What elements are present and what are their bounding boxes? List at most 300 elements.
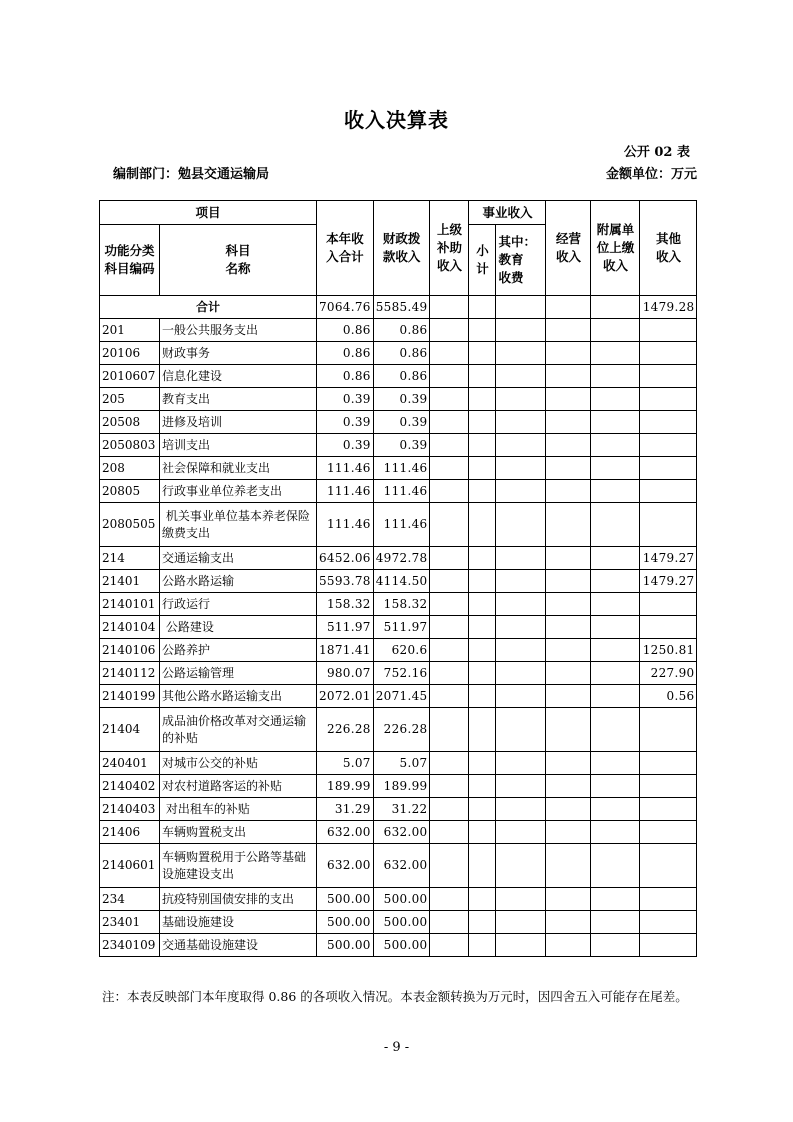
header-edu-fee: 其中： 教育 收费 (496, 225, 546, 296)
row-superior (430, 570, 469, 593)
row-code: 2140402 (100, 775, 160, 798)
row-name: 其他公路水路运输支出 (160, 685, 317, 708)
row-total-income: 5593.78 (317, 570, 374, 593)
row-operating (546, 821, 591, 844)
row-total-income: 0.39 (317, 434, 374, 457)
income-table (99, 200, 697, 957)
row-edu-fee (496, 570, 546, 593)
row-subtotal (469, 434, 496, 457)
row-fiscal: 0.39 (373, 388, 430, 411)
row-superior (430, 798, 469, 821)
row-affiliated (591, 798, 640, 821)
table-row (100, 844, 697, 888)
row-operating (546, 503, 591, 547)
row-affiliated (591, 365, 640, 388)
row-operating (546, 639, 591, 662)
row-total-income: 1871.41 (317, 639, 374, 662)
page-title: 收入决算表 (344, 108, 449, 132)
row-code: 201 (100, 319, 160, 342)
row-edu-fee (496, 365, 546, 388)
table-row (100, 503, 697, 547)
row-edu-fee (496, 593, 546, 616)
row-total-income: 0.86 (317, 342, 374, 365)
row-subtotal (469, 480, 496, 503)
row-other (640, 752, 697, 775)
row-fiscal: 632.00 (373, 821, 430, 844)
row-other (640, 616, 697, 639)
row-name: 公路建设 (160, 616, 317, 639)
row-other (640, 365, 697, 388)
row-edu-fee (496, 934, 546, 957)
row-affiliated (591, 821, 640, 844)
row-name: 社会保障和就业支出 (160, 457, 317, 480)
total-income-sum: 7064.76 (317, 296, 374, 319)
row-total-income: 0.86 (317, 319, 374, 342)
table-row (100, 752, 697, 775)
row-total-income: 0.39 (317, 411, 374, 434)
row-name: 培训支出 (160, 434, 317, 457)
row-other (640, 319, 697, 342)
table-row (100, 342, 697, 365)
row-other (640, 388, 697, 411)
row-affiliated (591, 752, 640, 775)
row-code: 2340109 (100, 934, 160, 957)
row-operating (546, 888, 591, 911)
row-other (640, 342, 697, 365)
row-code: 23401 (100, 911, 160, 934)
row-fiscal: 0.39 (373, 411, 430, 434)
row-superior (430, 911, 469, 934)
row-code: 2140601 (100, 844, 160, 888)
row-superior (430, 480, 469, 503)
row-subtotal (469, 798, 496, 821)
row-other (640, 411, 697, 434)
row-superior (430, 934, 469, 957)
row-superior (430, 821, 469, 844)
table-row (100, 639, 697, 662)
row-affiliated (591, 934, 640, 957)
table-row (100, 775, 697, 798)
row-name: 交通基础设施建设 (160, 934, 317, 957)
row-fiscal: 500.00 (373, 888, 430, 911)
row-code: 240401 (100, 752, 160, 775)
row-subtotal (469, 639, 496, 662)
row-subtotal (469, 593, 496, 616)
row-affiliated (591, 342, 640, 365)
row-fiscal: 500.00 (373, 934, 430, 957)
row-other: 1479.27 (640, 547, 697, 570)
row-operating (546, 365, 591, 388)
row-operating (546, 547, 591, 570)
row-edu-fee (496, 798, 546, 821)
row-other (640, 911, 697, 934)
row-other: 227.90 (640, 662, 697, 685)
row-subtotal (469, 934, 496, 957)
total-row (100, 296, 697, 319)
row-affiliated (591, 503, 640, 547)
row-name: 公路运输管理 (160, 662, 317, 685)
table-row (100, 616, 697, 639)
row-fiscal: 4114.50 (373, 570, 430, 593)
row-superior (430, 888, 469, 911)
total-label: 合计 (100, 296, 317, 319)
row-name: 教育支出 (160, 388, 317, 411)
row-superior (430, 752, 469, 775)
row-name: 进修及培训 (160, 411, 317, 434)
row-other (640, 503, 697, 547)
row-total-income: 500.00 (317, 934, 374, 957)
row-affiliated (591, 434, 640, 457)
row-name: 对城市公交的补贴 (160, 752, 317, 775)
row-total-income: 0.86 (317, 365, 374, 388)
row-other (640, 708, 697, 752)
row-superior (430, 708, 469, 752)
row-subtotal (469, 342, 496, 365)
row-superior (430, 342, 469, 365)
row-name: 成品油价格改革对交通运输的补贴 (160, 708, 317, 752)
row-fiscal: 0.86 (373, 319, 430, 342)
row-fiscal: 31.22 (373, 798, 430, 821)
row-superior (430, 844, 469, 888)
row-operating (546, 934, 591, 957)
row-code: 2140112 (100, 662, 160, 685)
row-code: 20508 (100, 411, 160, 434)
row-other: 1250.81 (640, 639, 697, 662)
row-affiliated (591, 457, 640, 480)
row-total-income: 111.46 (317, 503, 374, 547)
row-affiliated (591, 685, 640, 708)
row-operating (546, 319, 591, 342)
row-code: 21404 (100, 708, 160, 752)
row-total-income: 31.29 (317, 798, 374, 821)
row-other (640, 798, 697, 821)
row-code: 2010607 (100, 365, 160, 388)
table-row (100, 570, 697, 593)
table-row (100, 480, 697, 503)
row-fiscal: 500.00 (373, 911, 430, 934)
row-superior (430, 319, 469, 342)
row-edu-fee (496, 639, 546, 662)
row-other (640, 775, 697, 798)
row-code: 2140104 (100, 616, 160, 639)
row-superior (430, 547, 469, 570)
row-code: 205 (100, 388, 160, 411)
row-affiliated (591, 911, 640, 934)
table-row (100, 798, 697, 821)
row-subtotal (469, 821, 496, 844)
header-total-income: 本年收 入合计 (317, 201, 374, 296)
row-name: 信息化建设 (160, 365, 317, 388)
row-superior (430, 388, 469, 411)
row-code: 2050803 (100, 434, 160, 457)
row-edu-fee (496, 708, 546, 752)
table-body (100, 296, 697, 957)
header-func-code: 功能分类 科目编码 (100, 225, 160, 296)
row-affiliated (591, 844, 640, 888)
row-subtotal (469, 844, 496, 888)
row-edu-fee (496, 503, 546, 547)
row-code: 208 (100, 457, 160, 480)
row-code: 21406 (100, 821, 160, 844)
row-subtotal (469, 547, 496, 570)
row-subtotal (469, 775, 496, 798)
row-subtotal (469, 388, 496, 411)
row-fiscal: 0.86 (373, 342, 430, 365)
row-code: 2140403 (100, 798, 160, 821)
row-subtotal (469, 911, 496, 934)
row-name: 车辆购置税用于公路等基础设施建设支出 (160, 844, 317, 888)
row-fiscal: 111.46 (373, 457, 430, 480)
row-fiscal: 752.16 (373, 662, 430, 685)
row-code: 234 (100, 888, 160, 911)
table-row (100, 365, 697, 388)
row-edu-fee (496, 480, 546, 503)
row-operating (546, 775, 591, 798)
row-name: 公路水路运输 (160, 570, 317, 593)
amount-unit: 金额单位：万元 (605, 167, 697, 182)
row-code: 2140106 (100, 639, 160, 662)
row-total-income: 2072.01 (317, 685, 374, 708)
row-other: 1479.27 (640, 570, 697, 593)
row-operating (546, 662, 591, 685)
table-row (100, 708, 697, 752)
row-fiscal: 620.6 (373, 639, 430, 662)
row-affiliated (591, 888, 640, 911)
row-fiscal: 0.39 (373, 434, 430, 457)
row-operating (546, 752, 591, 775)
row-total-income: 111.46 (317, 480, 374, 503)
row-subtotal (469, 685, 496, 708)
row-edu-fee (496, 434, 546, 457)
row-edu-fee (496, 411, 546, 434)
table-row (100, 434, 697, 457)
row-total-income: 500.00 (317, 911, 374, 934)
row-affiliated (591, 708, 640, 752)
row-other (640, 934, 697, 957)
row-fiscal: 632.00 (373, 844, 430, 888)
header-item: 项目 (100, 201, 317, 225)
row-affiliated (591, 570, 640, 593)
header-affiliated: 附属单 位上缴 收入 (591, 201, 640, 296)
header-subject-name: 科目 名称 (160, 225, 317, 296)
row-edu-fee (496, 844, 546, 888)
row-superior (430, 365, 469, 388)
row-total-income: 500.00 (317, 888, 374, 911)
row-superior (430, 639, 469, 662)
row-operating (546, 457, 591, 480)
row-operating (546, 844, 591, 888)
row-other (640, 434, 697, 457)
row-superior (430, 411, 469, 434)
row-edu-fee (496, 342, 546, 365)
row-other (640, 888, 697, 911)
row-fiscal: 111.46 (373, 480, 430, 503)
row-total-income: 6452.06 (317, 547, 374, 570)
row-subtotal (469, 457, 496, 480)
row-other (640, 844, 697, 888)
row-code: 20106 (100, 342, 160, 365)
row-superior (430, 662, 469, 685)
header-subtotal: 小 计 (469, 225, 496, 296)
row-operating (546, 388, 591, 411)
header-other: 其他 收入 (640, 201, 697, 296)
table-row (100, 388, 697, 411)
row-fiscal: 226.28 (373, 708, 430, 752)
row-fiscal: 158.32 (373, 593, 430, 616)
row-total-income: 5.07 (317, 752, 374, 775)
row-operating (546, 911, 591, 934)
row-edu-fee (496, 662, 546, 685)
table-row (100, 662, 697, 685)
header-operating: 经营 收入 (546, 201, 591, 296)
table-row (100, 888, 697, 911)
total-other-sum: 1479.28 (640, 296, 697, 319)
row-affiliated (591, 411, 640, 434)
row-subtotal (469, 662, 496, 685)
row-other (640, 480, 697, 503)
row-superior (430, 593, 469, 616)
row-edu-fee (496, 388, 546, 411)
row-affiliated (591, 593, 640, 616)
row-superior (430, 616, 469, 639)
row-operating (546, 708, 591, 752)
header-business: 事业收入 (469, 201, 546, 225)
row-other (640, 593, 697, 616)
row-subtotal (469, 411, 496, 434)
row-fiscal: 111.46 (373, 503, 430, 547)
row-code: 2080505 (100, 503, 160, 547)
row-other (640, 821, 697, 844)
row-edu-fee (496, 911, 546, 934)
row-name: 交通运输支出 (160, 547, 317, 570)
row-superior (430, 434, 469, 457)
row-edu-fee (496, 616, 546, 639)
row-total-income: 189.99 (317, 775, 374, 798)
row-edu-fee (496, 685, 546, 708)
row-affiliated (591, 319, 640, 342)
row-edu-fee (496, 775, 546, 798)
row-subtotal (469, 503, 496, 547)
row-code: 214 (100, 547, 160, 570)
row-affiliated (591, 388, 640, 411)
row-edu-fee (496, 888, 546, 911)
row-name: 基础设施建设 (160, 911, 317, 934)
table-row (100, 934, 697, 957)
row-code: 20805 (100, 480, 160, 503)
table-row (100, 685, 697, 708)
row-total-income: 980.07 (317, 662, 374, 685)
row-superior (430, 503, 469, 547)
row-fiscal: 4972.78 (373, 547, 430, 570)
row-subtotal (469, 708, 496, 752)
row-fiscal: 511.97 (373, 616, 430, 639)
row-subtotal (469, 888, 496, 911)
row-subtotal (469, 570, 496, 593)
row-name: 机关事业单位基本养老保险缴费支出 (160, 503, 317, 547)
row-name: 财政事务 (160, 342, 317, 365)
row-operating (546, 685, 591, 708)
row-affiliated (591, 547, 640, 570)
row-name: 车辆购置税支出 (160, 821, 317, 844)
row-affiliated (591, 480, 640, 503)
row-affiliated (591, 662, 640, 685)
row-edu-fee (496, 547, 546, 570)
row-total-income: 632.00 (317, 821, 374, 844)
row-name: 一般公共服务支出 (160, 319, 317, 342)
table-row (100, 821, 697, 844)
row-edu-fee (496, 821, 546, 844)
table-row (100, 319, 697, 342)
row-name: 行政事业单位养老支出 (160, 480, 317, 503)
table-note: 注：本表反映部门本年度取得 0.86 的各项收入情况。本表金额转换为万元时，因四舍五入可能存在尾差。 (102, 989, 688, 1004)
row-edu-fee (496, 752, 546, 775)
compiling-department: 编制部门：勉县交通运输局 (113, 167, 270, 182)
row-operating (546, 570, 591, 593)
row-edu-fee (496, 319, 546, 342)
row-subtotal (469, 752, 496, 775)
header-fiscal: 财政拨 款收入 (373, 201, 430, 296)
row-total-income: 511.97 (317, 616, 374, 639)
row-name: 对农村道路客运的补贴 (160, 775, 317, 798)
row-subtotal (469, 319, 496, 342)
table-row (100, 547, 697, 570)
row-name: 对出租车的补贴 (160, 798, 317, 821)
row-affiliated (591, 639, 640, 662)
row-fiscal: 2071.45 (373, 685, 430, 708)
row-total-income: 0.39 (317, 388, 374, 411)
row-operating (546, 593, 591, 616)
header-superior: 上级 补助 收入 (430, 201, 469, 296)
row-total-income: 226.28 (317, 708, 374, 752)
row-total-income: 111.46 (317, 457, 374, 480)
row-name: 行政运行 (160, 593, 317, 616)
row-affiliated (591, 775, 640, 798)
row-superior (430, 685, 469, 708)
row-operating (546, 616, 591, 639)
row-total-income: 158.32 (317, 593, 374, 616)
row-code: 2140101 (100, 593, 160, 616)
row-operating (546, 798, 591, 821)
table-row (100, 593, 697, 616)
row-operating (546, 342, 591, 365)
row-operating (546, 480, 591, 503)
total-fiscal-sum: 5585.49 (373, 296, 430, 319)
row-other: 0.56 (640, 685, 697, 708)
row-fiscal: 189.99 (373, 775, 430, 798)
row-code: 21401 (100, 570, 160, 593)
page-number: - 9 - (383, 1040, 410, 1055)
table-row (100, 911, 697, 934)
row-fiscal: 0.86 (373, 365, 430, 388)
row-name: 公路养护 (160, 639, 317, 662)
row-fiscal: 5.07 (373, 752, 430, 775)
row-edu-fee (496, 457, 546, 480)
row-total-income: 632.00 (317, 844, 374, 888)
row-subtotal (469, 365, 496, 388)
row-operating (546, 434, 591, 457)
row-code: 2140199 (100, 685, 160, 708)
table-row (100, 411, 697, 434)
row-superior (430, 775, 469, 798)
table-row (100, 457, 697, 480)
row-other (640, 457, 697, 480)
row-superior (430, 457, 469, 480)
form-number: 公开 02 表 (623, 145, 690, 160)
row-operating (546, 411, 591, 434)
row-name: 抗疫特别国债安排的支出 (160, 888, 317, 911)
row-affiliated (591, 616, 640, 639)
row-subtotal (469, 616, 496, 639)
